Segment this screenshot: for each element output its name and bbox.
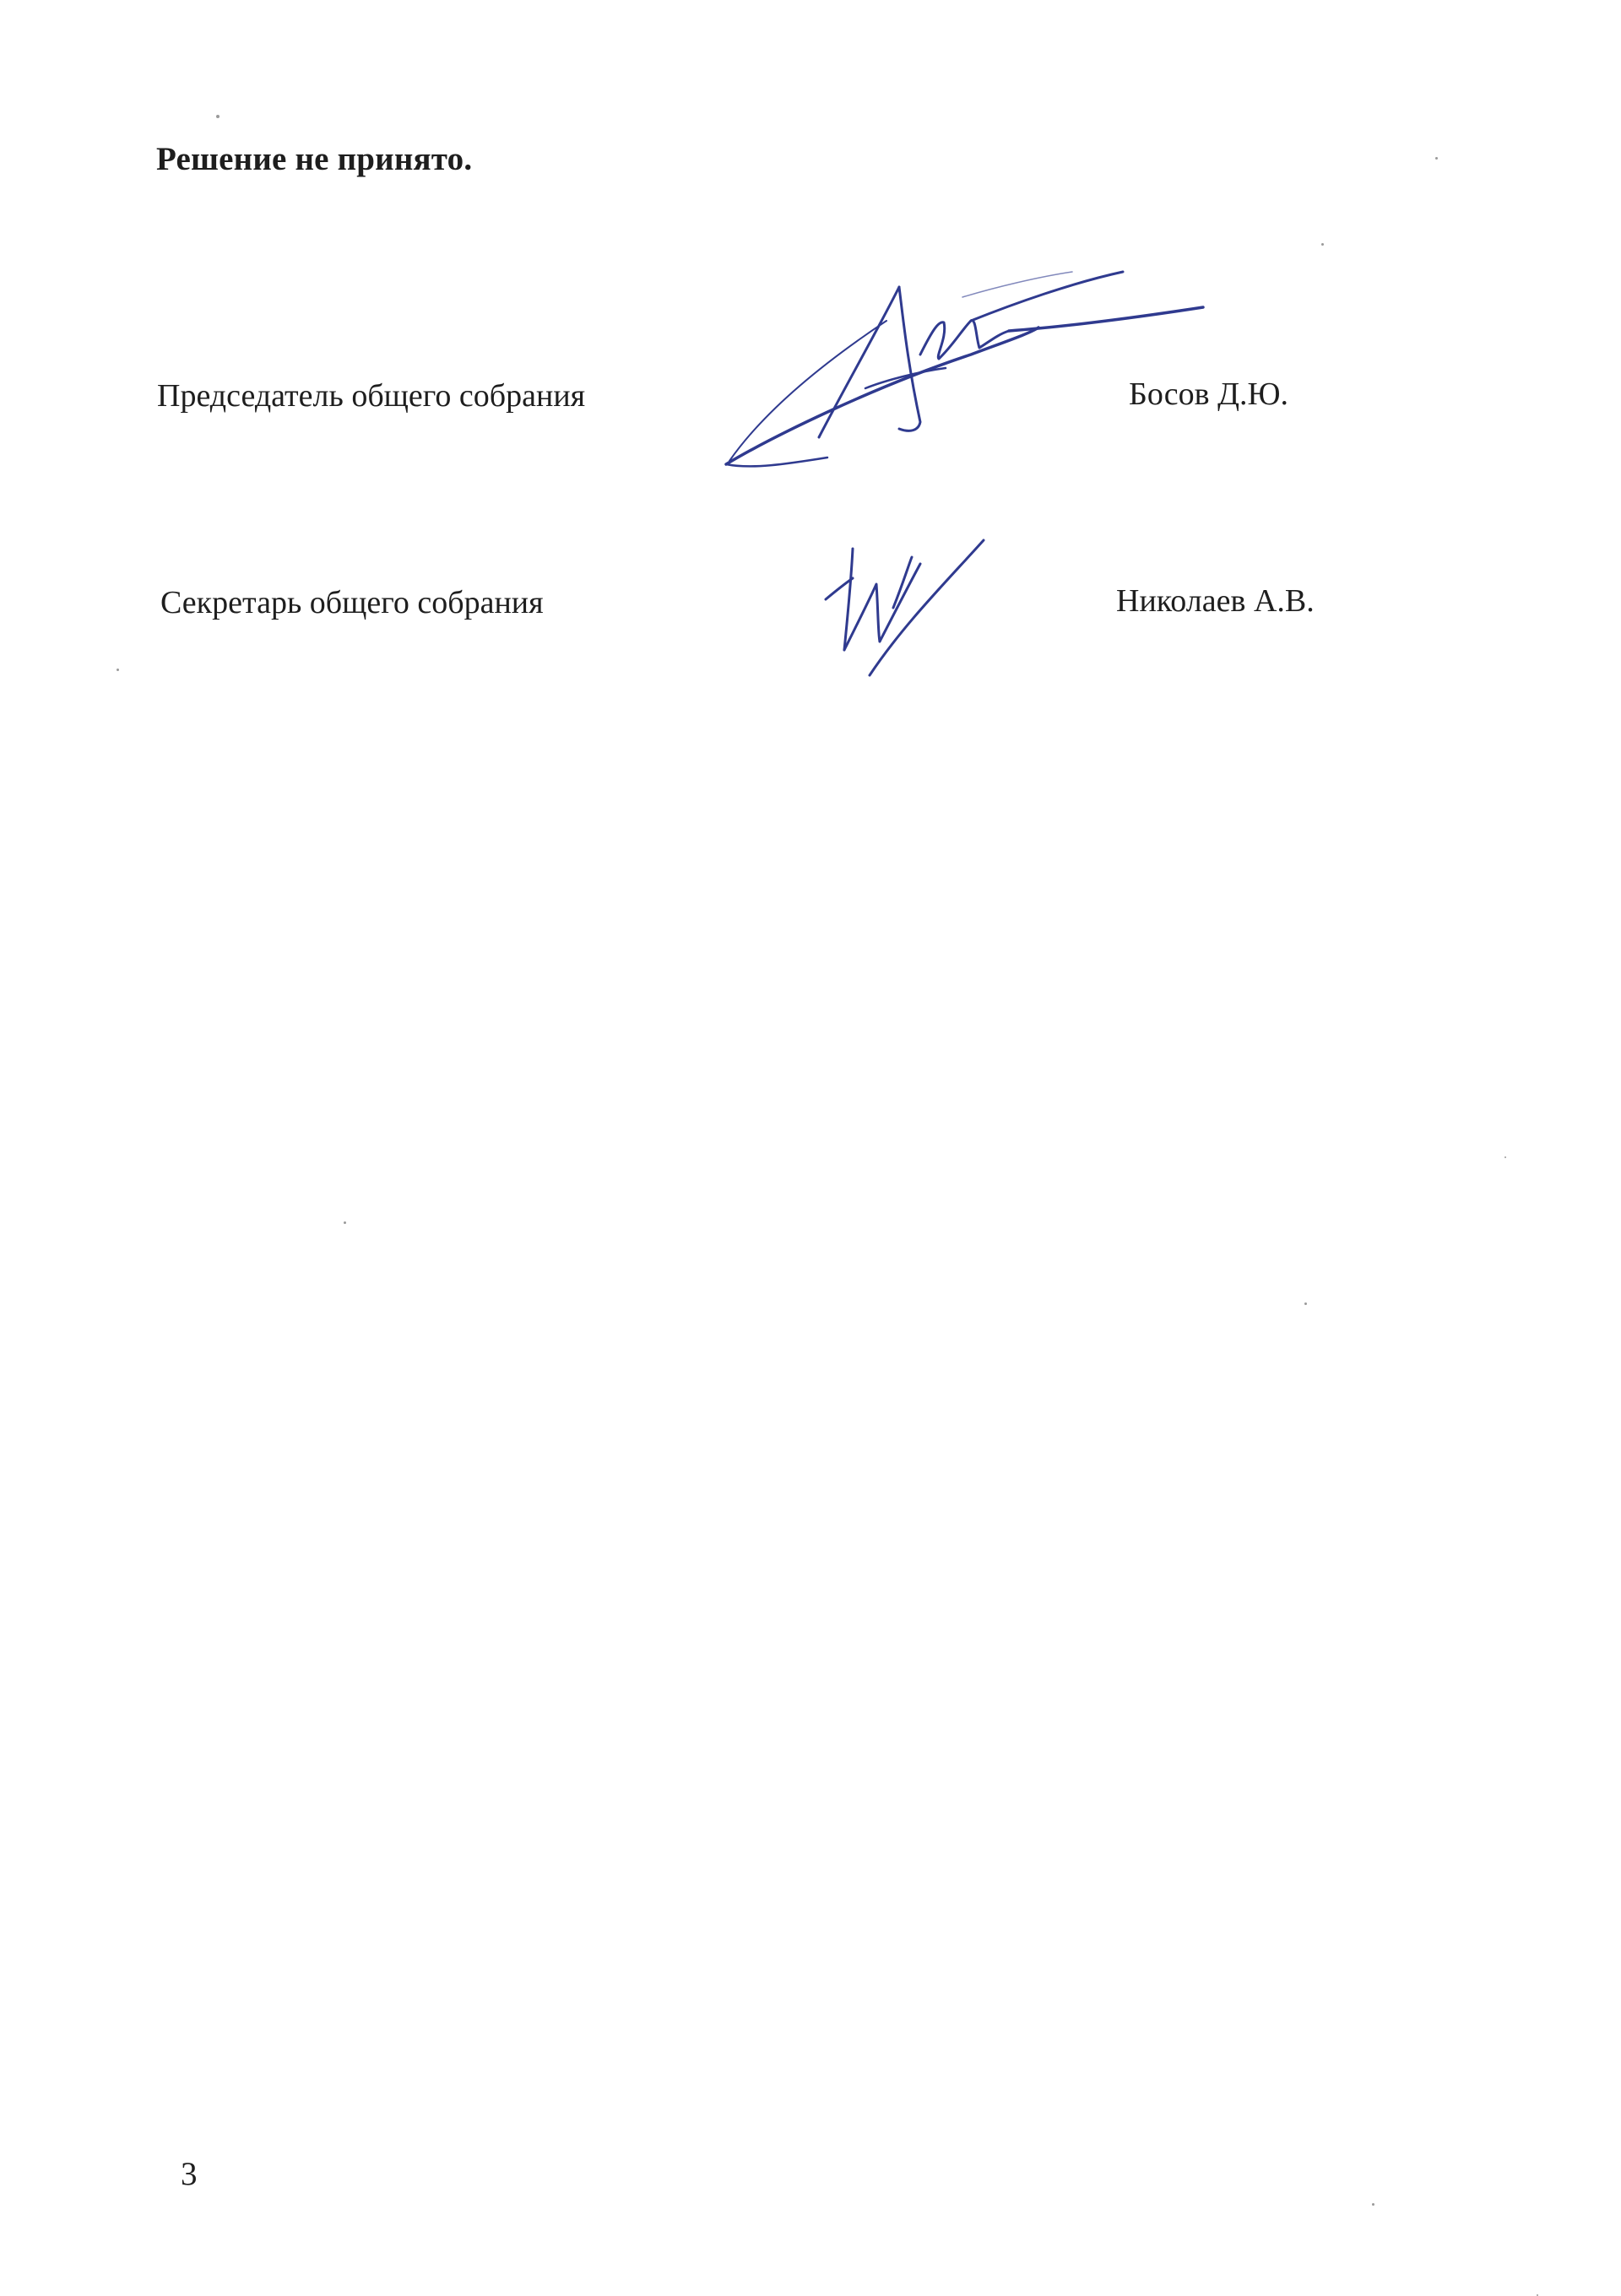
chairman-role-label: Председатель общего собрания [157,378,586,414]
scan-speck [1435,157,1438,160]
page-number: 3 [181,2156,198,2192]
scan-speck [117,669,119,671]
decision-statement: Решение не принято. [156,141,473,177]
scan-speck [344,1221,346,1224]
secretary-role-label: Секретарь общего собрания [160,585,544,620]
chairman-name: Босов Д.Ю. [1129,376,1289,412]
secretary-name: Николаев А.В. [1116,583,1315,619]
scan-speck [216,115,220,118]
scan-speck [1504,1156,1506,1158]
chairman-signature [718,262,1224,481]
scan-speck [1321,243,1324,246]
scan-speck [1372,2203,1374,2206]
secretary-signature [819,532,1005,684]
scan-speck [1304,1302,1307,1305]
